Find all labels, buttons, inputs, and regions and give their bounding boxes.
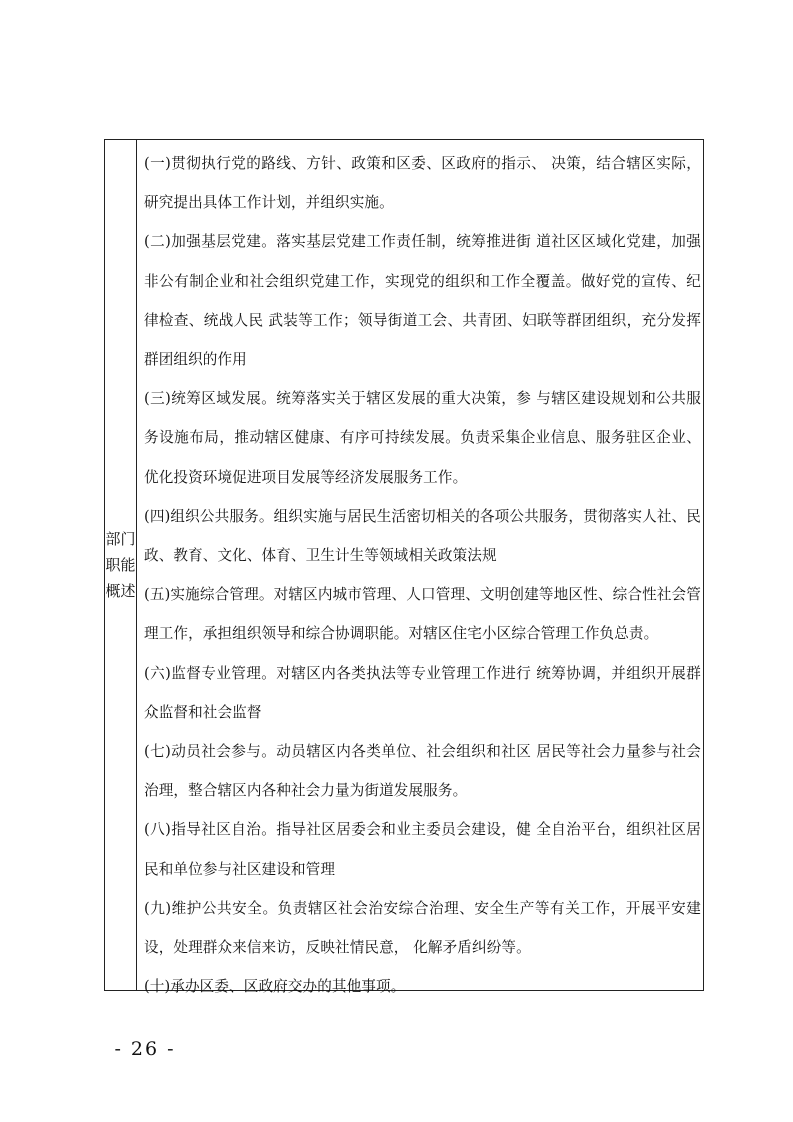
function-item-6: (六)监督专业管理。对辖区内各类执法等专业管理工作进行 统筹协调，并组织开展群众监督和社会监督 [144,664,701,721]
function-item-5: (五)实施综合管理。对辖区内城市管理、人口管理、文明创建等地区性、综合性社会管理工作，承担组织领导和综合协调职能。对辖区住宅小区综合管理工作负总责。 [144,586,701,643]
content-cell [137,140,703,996]
function-item-1: (一)贯彻执行党的路线、方针、政策和区委、区政府的指示、 决策，结合辖区实际，研究提出具体工作计划，并组织实施。 [144,155,701,212]
function-item-8: (八)指导社区自治。指导社区居委会和业主委员会建设，健 全自治平台，组织社区居民和单位参与社区建设和管理 [144,821,701,878]
page-number: - 26 - [114,1038,176,1060]
function-item-2: (二)加强基层党建。落实基层党建工作责任制，统筹推进街 道社区区域化党建，加强非公有制企业和社会组织党建工作，实现党的组织和工作全覆盖。做好党的宣传、纪律检查、统战人民 武装等工作；领导街道工会、共青团、妇联等群团组织，充分发挥群团组织的作用 [144,233,701,369]
department-function-label: 部门职能概述 [105,530,136,600]
function-item-3: (三)统筹区域发展。统筹落实关于辖区发展的重大决策，参 与辖区建设规划和公共服务设施布局，推动辖区健康、有序可持续发展。负责采集企业信息、服务驻区企业、优化投资环境促进项目发展等经济发展服务工作。 [144,390,701,486]
function-item-10: (十)承办区委、区政府交办的其他事项。 [144,978,406,996]
function-item-7: (七)动员社会参与。动员辖区内各类单位、社会组织和社区 居民等社会力量参与社会治理，整合辖区内各种社会力量为街道发展服务。 [144,743,701,800]
function-table [104,139,704,996]
function-item-4: (四)组织公共服务。组织实施与居民生活密切相关的各项公共服务，贯彻落实人社、民政、教育、文化、体育、卫生计生等领域相关政策法规 [144,507,701,565]
function-item-9: (九)维护公共安全。负责辖区社会治安综合治理、安全生产等有关工作，开展平安建设，处理群众来信来访，反映社情民意， 化解矛盾纠纷等。 [144,899,701,957]
label-cell [105,140,136,990]
